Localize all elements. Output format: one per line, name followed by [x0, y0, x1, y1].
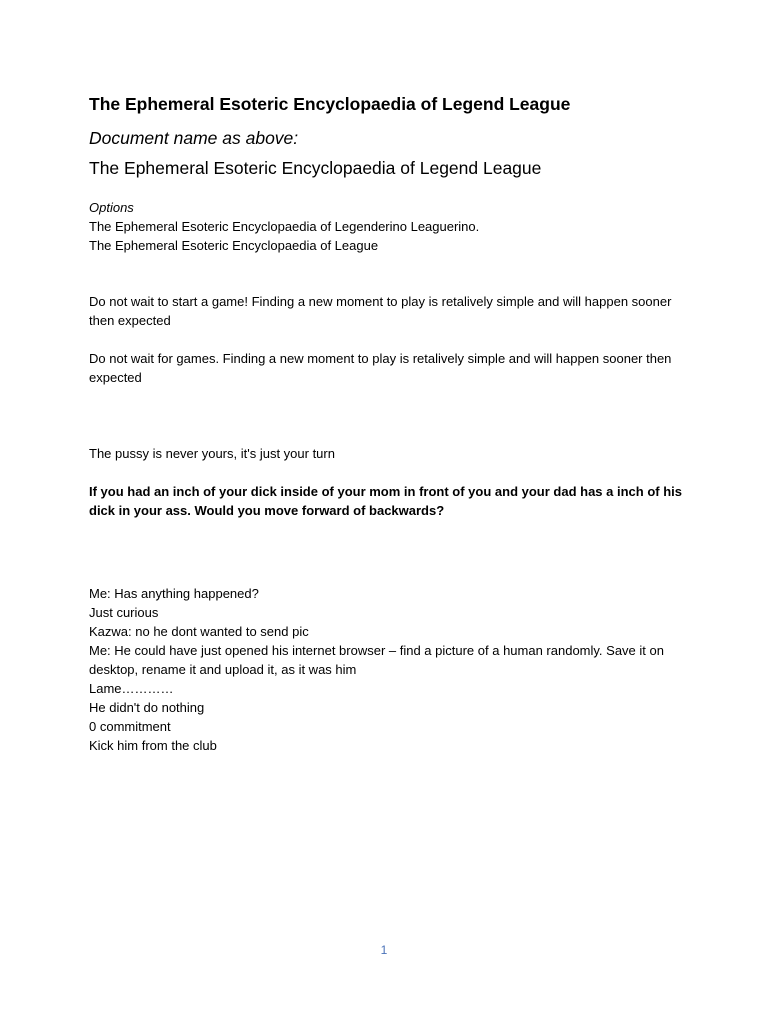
chat-line: Kick him from the club	[89, 738, 217, 753]
page-number: 1	[380, 943, 388, 957]
document-title: The Ephemeral Esoteric Encyclopaedia of Legend League	[89, 94, 571, 114]
option-item: The Ephemeral Esoteric Encyclopaedia of League	[89, 238, 379, 253]
option-item: The Ephemeral Esoteric Encyclopaedia of Legenderino Leaguerino.	[89, 219, 480, 234]
chat-line: He didn't do nothing	[89, 700, 205, 715]
document-body	[89, 92, 689, 755]
chat-line: Lame…………	[89, 681, 174, 696]
document-name: The Ephemeral Esoteric Encyclopaedia of Legend League	[89, 158, 542, 178]
chat-line: 0 commitment	[89, 719, 171, 734]
chat-line: Just curious	[89, 605, 159, 620]
chat-log	[89, 584, 689, 755]
paragraph: The pussy is never yours, it's just your turn	[89, 446, 335, 461]
options-section	[89, 198, 689, 255]
document-name-label: Document name as above:	[89, 128, 299, 148]
chat-line: Me: He could have just opened his internet browser – find a picture of a human randomly. Save it on desktop, rename it and upload it, as it was him	[89, 643, 664, 677]
options-label: Options	[89, 200, 134, 215]
paragraph: Do not wait for games. Finding a new moment to play is retalively simple and will happen sooner then expected	[89, 351, 672, 385]
chat-line: Me: Has anything happened?	[89, 586, 259, 601]
chat-line: Kazwa: no he dont wanted to send pic	[89, 624, 309, 639]
paragraph-bold: If you had an inch of your dick inside of your mom in front of you and your dad has a inch of his dick in your ass. Would you move forward of backwards?	[89, 484, 682, 518]
paragraph: Do not wait to start a game! Finding a new moment to play is retalively simple and will happen sooner then expected	[89, 294, 672, 328]
